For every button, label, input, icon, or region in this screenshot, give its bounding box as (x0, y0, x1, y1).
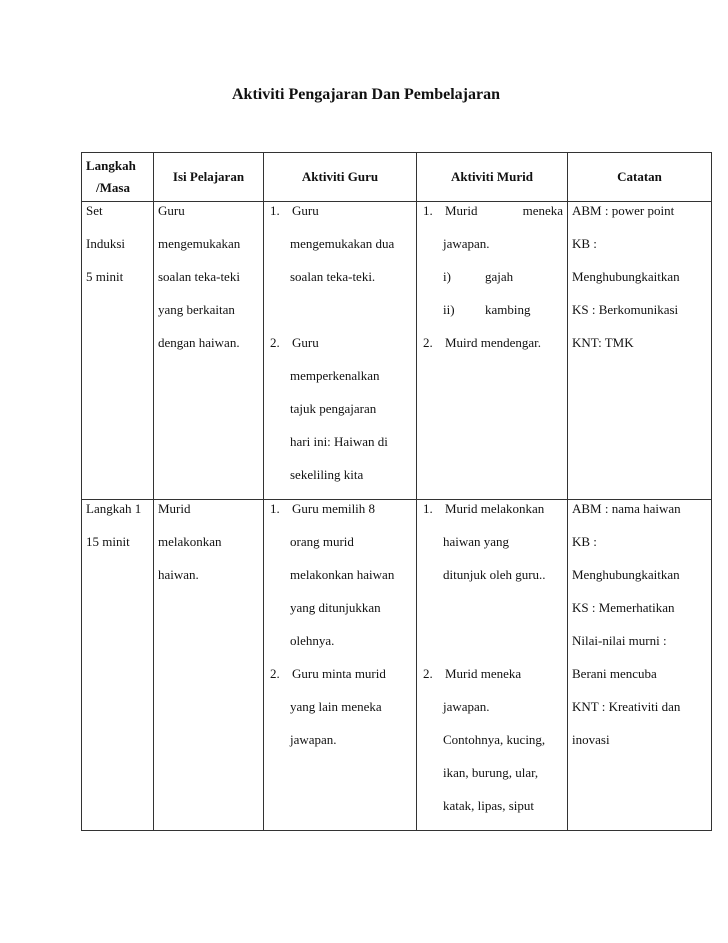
cell-catatan: ABM : power point KB : Menghubungkaitkan KS : Berkomunikasi KNT: TMK (568, 202, 712, 500)
cell-isi: Guru mengemukakan soalan teka-teki yang berkaitan dengan haiwan. (154, 202, 264, 500)
cell-aktiviti-guru: 1. Guru memilih 8 orang murid melakonkan haiwan yang ditunjukkan olehnya. 2. Guru minta murid yang lain meneka jawapan. (264, 500, 417, 831)
header-row (82, 153, 712, 202)
header-langkah-masa: Langkah /Masa (82, 153, 154, 202)
header-isi-pelajaran: Isi Pelajaran (154, 153, 264, 202)
cell-aktiviti-guru: 1. Guru mengemukakan dua soalan teka-teki. 2. Guru memperkenalkan tajuk pengajaran hari ini: Haiwan di sekeliling kita (264, 202, 417, 500)
page-title: Aktiviti Pengajaran Dan Pembelajaran (232, 86, 500, 103)
cell-langkah: Set Induksi 5 minit (82, 202, 154, 500)
header-aktiviti-guru: Aktiviti Guru (264, 153, 417, 202)
cell-aktiviti-murid: 1. Murid meneka jawapan. i) gajah ii) kambing 2. Muird mendengar. (417, 202, 568, 500)
lesson-plan-table (81, 152, 712, 831)
cell-catatan: ABM : nama haiwan KB : Menghubungkaitkan KS : Memerhatikan Nilai-nilai murni : Berani mencuba KNT : Kreativiti dan inovasi (568, 500, 712, 831)
table-row (82, 500, 712, 831)
header-catatan: Catatan (568, 153, 712, 202)
table-row (82, 202, 712, 500)
cell-aktiviti-murid: 1. Murid melakonkan haiwan yang ditunjuk oleh guru.. 2. Murid meneka jawapan. Contohnya, kucing, ikan, burung, ular, katak, lipas, siput (417, 500, 568, 831)
header-aktiviti-murid: Aktiviti Murid (417, 153, 568, 202)
cell-langkah: Langkah 1 15 minit (82, 500, 154, 831)
cell-isi: Murid melakonkan haiwan. (154, 500, 264, 831)
